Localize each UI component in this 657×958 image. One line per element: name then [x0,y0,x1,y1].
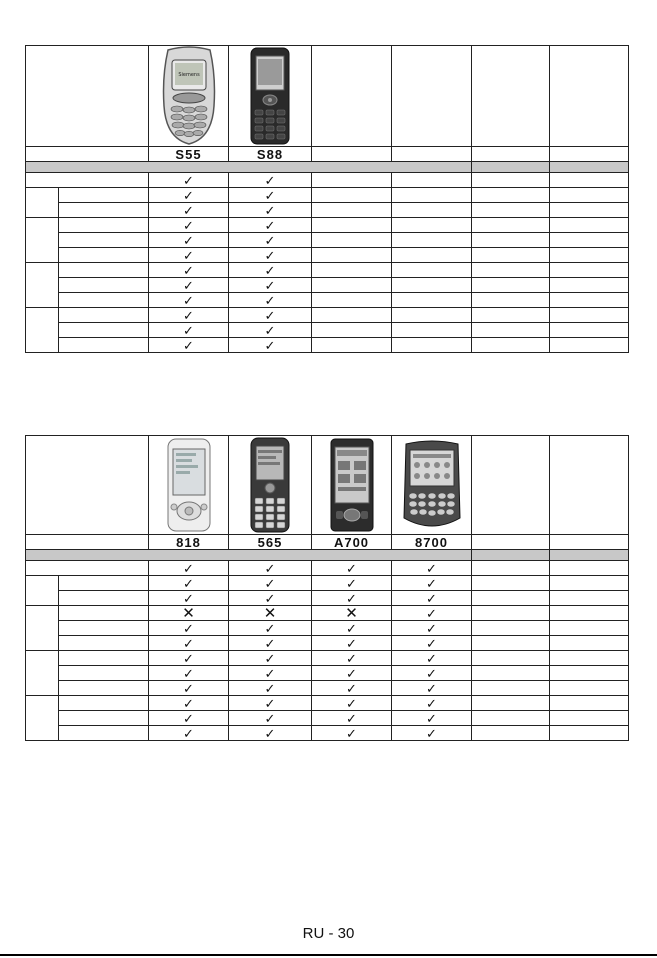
empty-cell [550,696,629,711]
section-band-main [26,550,472,561]
table-row [26,726,629,741]
table-1-body [26,173,629,353]
empty-cell [550,666,629,681]
row-label-cell [59,278,149,293]
blackberry-8700-phone-icon [400,438,464,532]
table-row [26,696,629,711]
header-blank-cell [26,436,149,535]
check-mark-icon: ✓ [149,621,229,636]
svg-text:Siemens: Siemens [177,72,200,78]
check-mark-icon: ✓ [392,576,472,591]
empty-cell [472,338,550,353]
table-row [26,711,629,726]
compatibility-table-2 [25,435,629,741]
check-mark-icon: ✓ [149,263,229,278]
empty-cell [550,651,629,666]
siemens-s88-phone-icon [248,46,292,146]
model-name: 565 [229,535,312,550]
empty-cell [312,188,392,203]
row-label-cell [59,711,149,726]
model-name: S88 [229,147,312,162]
empty-cell [472,621,550,636]
empty-cell [312,308,392,323]
table-row [26,173,629,188]
empty-cell [392,278,472,293]
cross-mark-icon: ✕ [229,606,312,621]
row-group-cell [26,696,59,741]
table-row [26,248,629,263]
table-row [26,606,629,621]
check-mark-icon: ✓ [392,591,472,606]
empty-cell [550,591,629,606]
empty-cell [392,173,472,188]
table-row [26,278,629,293]
section-band-main [26,162,472,173]
empty-cell [392,323,472,338]
check-mark-icon: ✓ [312,576,392,591]
check-mark-icon: ✓ [229,651,312,666]
empty-cell [550,338,629,353]
empty-cell [550,711,629,726]
check-mark-icon: ✓ [312,636,392,651]
row-label-cell [59,323,149,338]
smartphone-565-icon [248,436,292,534]
check-mark-icon: ✓ [392,726,472,741]
model-name: A700 [312,535,392,550]
check-mark-icon: ✓ [312,711,392,726]
empty-cell [312,218,392,233]
check-mark-icon: ✓ [149,203,229,218]
check-mark-icon: ✓ [312,561,392,576]
phone-image-cell [149,46,229,147]
cross-mark-icon: ✕ [149,606,229,621]
table-row [26,233,629,248]
check-mark-icon: ✓ [229,308,312,323]
phone-image-cell [392,436,472,535]
table-row [26,323,629,338]
row-group-cell [26,308,59,353]
check-mark-icon: ✓ [392,621,472,636]
row-label-cell [26,173,149,188]
row-label-cell [59,293,149,308]
row-label-cell [59,606,149,621]
empty-cell [312,248,392,263]
empty-cell [392,338,472,353]
empty-cell [472,188,550,203]
check-mark-icon: ✓ [312,591,392,606]
check-mark-icon: ✓ [229,591,312,606]
phone-image-cell [550,436,629,535]
table-row [26,636,629,651]
pda-818-phone-icon [165,437,213,533]
empty-cell [392,248,472,263]
page-number: RU - 30 [302,925,355,942]
empty-cell [392,203,472,218]
row-label-cell [59,636,149,651]
row-group-cell [26,188,59,218]
check-mark-icon: ✓ [149,726,229,741]
row-label-cell [59,681,149,696]
row-label-cell [59,696,149,711]
empty-cell [472,203,550,218]
empty-cell [472,293,550,308]
empty-cell [472,263,550,278]
check-mark-icon: ✓ [392,561,472,576]
empty-cell [550,173,629,188]
check-mark-icon: ✓ [149,308,229,323]
empty-cell [472,696,550,711]
header-blank-cell [26,46,149,147]
empty-cell [472,323,550,338]
row-label-cell [59,308,149,323]
empty-cell [550,293,629,308]
pda-a700-phone-icon [328,437,376,533]
row-group-cell [26,263,59,308]
table-2-body [26,561,629,741]
row-group-cell [26,576,59,606]
check-mark-icon: ✓ [149,293,229,308]
check-mark-icon: ✓ [149,696,229,711]
empty-cell [550,218,629,233]
empty-cell [550,561,629,576]
check-mark-icon: ✓ [392,666,472,681]
check-mark-icon: ✓ [229,188,312,203]
empty-cell [472,561,550,576]
empty-cell [472,636,550,651]
model-name [312,147,392,162]
empty-cell [392,188,472,203]
check-mark-icon: ✓ [312,696,392,711]
check-mark-icon: ✓ [229,576,312,591]
empty-cell [550,248,629,263]
table-row [26,308,629,323]
table-row [26,338,629,353]
model-name [472,147,550,162]
check-mark-icon: ✓ [149,576,229,591]
empty-cell [550,576,629,591]
phone-image-cell [149,436,229,535]
check-mark-icon: ✓ [229,248,312,263]
row-label-cell [59,188,149,203]
check-mark-icon: ✓ [229,293,312,308]
check-mark-icon: ✓ [149,233,229,248]
empty-cell [550,308,629,323]
model-name: 818 [149,535,229,550]
table-row [26,203,629,218]
check-mark-icon: ✓ [229,726,312,741]
empty-cell [550,621,629,636]
check-mark-icon: ✓ [229,203,312,218]
empty-cell [472,591,550,606]
row-group-cell [26,651,59,696]
check-mark-icon: ✓ [312,681,392,696]
check-mark-icon: ✓ [149,651,229,666]
check-mark-icon: ✓ [229,636,312,651]
empty-cell [392,293,472,308]
phone-image-cell [392,46,472,147]
empty-cell [550,681,629,696]
check-mark-icon: ✓ [149,323,229,338]
empty-cell [550,726,629,741]
model-name [550,147,629,162]
row-label-cell [59,726,149,741]
check-mark-icon: ✓ [229,666,312,681]
row-label-cell [59,576,149,591]
empty-cell [392,308,472,323]
empty-cell [312,278,392,293]
section-band-cell [550,162,629,173]
phone-image-cell [229,46,312,147]
row-group-cell [26,218,59,263]
empty-cell [472,278,550,293]
check-mark-icon: ✓ [149,711,229,726]
empty-cell [312,323,392,338]
check-mark-icon: ✓ [392,681,472,696]
empty-cell [550,323,629,338]
empty-cell [392,263,472,278]
check-mark-icon: ✓ [149,338,229,353]
section-band [26,550,629,561]
empty-cell [312,263,392,278]
empty-cell [472,651,550,666]
bottom-rule [0,954,657,956]
empty-cell [472,233,550,248]
empty-cell [472,726,550,741]
check-mark-icon: ✓ [229,711,312,726]
check-mark-icon: ✓ [149,636,229,651]
empty-cell [472,681,550,696]
empty-cell [392,233,472,248]
empty-cell [550,606,629,621]
check-mark-icon: ✓ [149,248,229,263]
check-mark-icon: ✓ [312,651,392,666]
check-mark-icon: ✓ [149,561,229,576]
empty-cell [312,203,392,218]
check-mark-icon: ✓ [149,218,229,233]
empty-cell [312,233,392,248]
empty-cell [472,711,550,726]
check-mark-icon: ✓ [229,173,312,188]
model-name [472,535,550,550]
empty-cell [312,293,392,308]
check-mark-icon: ✓ [312,666,392,681]
model-name: 8700 [392,535,472,550]
table-row [26,651,629,666]
model-label-blank [26,535,149,550]
model-label-blank [26,147,149,162]
check-mark-icon: ✓ [229,218,312,233]
row-label-cell [59,591,149,606]
compatibility-table-1 [25,45,629,353]
row-label-cell [59,263,149,278]
check-mark-icon: ✓ [229,696,312,711]
check-mark-icon: ✓ [229,561,312,576]
table-row [26,188,629,203]
empty-cell [312,173,392,188]
row-label-cell [59,338,149,353]
check-mark-icon: ✓ [392,711,472,726]
empty-cell [472,666,550,681]
section-band-cell [472,162,550,173]
empty-cell [550,188,629,203]
check-mark-icon: ✓ [149,591,229,606]
check-mark-icon: ✓ [149,681,229,696]
table-row [26,621,629,636]
empty-cell [472,308,550,323]
table-row [26,263,629,278]
section-band-cell [550,550,629,561]
check-mark-icon: ✓ [149,188,229,203]
phone-image-cell [312,46,392,147]
row-label-cell [59,218,149,233]
check-mark-icon: ✓ [392,696,472,711]
check-mark-icon: ✓ [229,278,312,293]
table-row [26,218,629,233]
check-mark-icon: ✓ [312,726,392,741]
table-row [26,576,629,591]
row-label-cell [59,203,149,218]
table-row [26,666,629,681]
section-band-cell [472,550,550,561]
check-mark-icon: ✓ [392,651,472,666]
row-label-cell [26,561,149,576]
check-mark-icon: ✓ [392,636,472,651]
empty-cell [472,576,550,591]
empty-cell [550,233,629,248]
check-mark-icon: ✓ [149,666,229,681]
row-label-cell [59,621,149,636]
phone-image-cell [312,436,392,535]
empty-cell [472,248,550,263]
cross-mark-icon: ✕ [312,606,392,621]
siemens-s55-phone-icon [160,46,218,146]
phone-image-cell [229,436,312,535]
check-mark-icon: ✓ [312,621,392,636]
row-label-cell [59,233,149,248]
check-mark-icon: ✓ [229,233,312,248]
empty-cell [472,218,550,233]
table-row [26,561,629,576]
check-mark-icon: ✓ [392,606,472,621]
empty-cell [312,338,392,353]
empty-cell [550,636,629,651]
check-mark-icon: ✓ [229,681,312,696]
check-mark-icon: ✓ [229,621,312,636]
row-group-cell [26,606,59,651]
check-mark-icon: ✓ [229,263,312,278]
check-mark-icon: ✓ [229,338,312,353]
empty-cell [550,203,629,218]
phone-image-cell [472,436,550,535]
row-label-cell [59,666,149,681]
row-label-cell [59,651,149,666]
empty-cell [472,173,550,188]
model-name [550,535,629,550]
check-mark-icon: ✓ [149,173,229,188]
model-name: S55 [149,147,229,162]
table-row [26,681,629,696]
table-row [26,293,629,308]
empty-cell [472,606,550,621]
empty-cell [550,278,629,293]
table-row [26,591,629,606]
check-mark-icon: ✓ [149,278,229,293]
model-name [392,147,472,162]
section-band [26,162,629,173]
phone-image-cell [550,46,629,147]
check-mark-icon: ✓ [229,323,312,338]
empty-cell [550,263,629,278]
row-label-cell [59,248,149,263]
empty-cell [392,218,472,233]
phone-image-cell [472,46,550,147]
